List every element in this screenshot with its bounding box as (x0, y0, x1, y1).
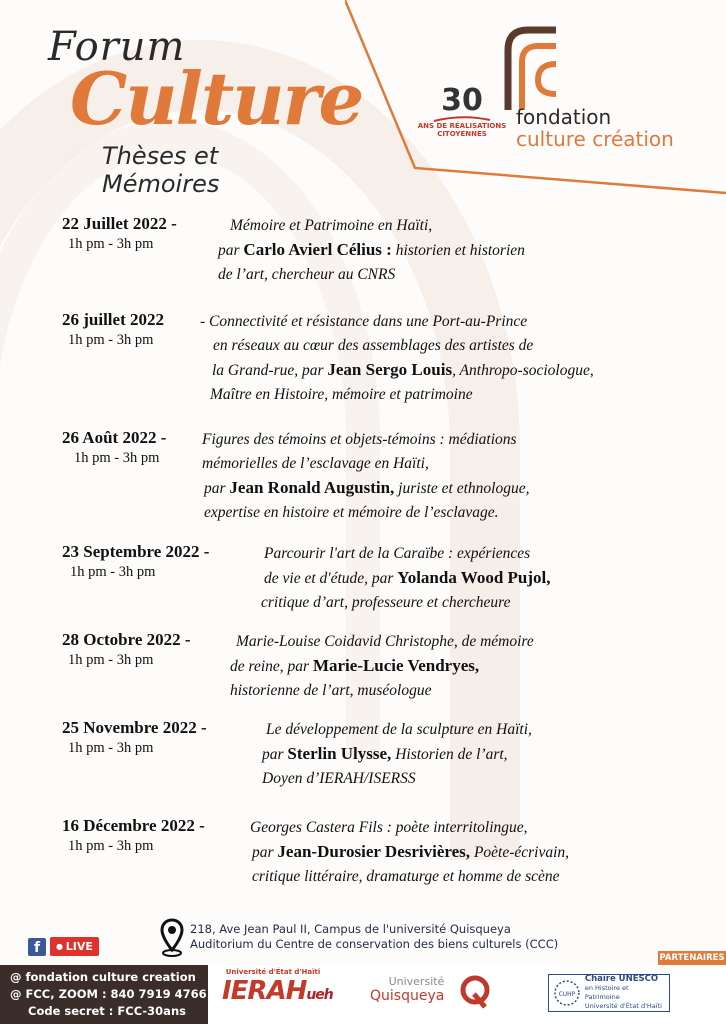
event-line: Mémoire et Patrimoine en Haïti, (230, 217, 433, 234)
event-line: Marie-Louise Coidavid Christophe, de mémoire (236, 633, 534, 650)
forum-word: Forum (48, 24, 186, 70)
contact-line1: @ fondation culture creation (10, 970, 196, 984)
event-line: par Carlo Avierl Célius : historien et historien (218, 240, 525, 259)
event-date: 28 Octobre 2022 - (62, 630, 191, 649)
event-line: par Jean-Durosier Desrivières, Poète-écrivain, (252, 842, 570, 861)
contact-line3: Code secret : FCC-30ans (28, 1004, 186, 1018)
event-description (218, 214, 525, 287)
speaker-name: Carlo Avierl Célius : (243, 240, 392, 259)
unesco-line2: en Histoire et Patrimoine (584, 984, 629, 1001)
speaker-name: Jean Ronald Augustin, (229, 478, 395, 497)
unesco-badge-text: CUHP (558, 990, 576, 998)
event-date: 25 Novembre 2022 - (62, 718, 207, 737)
event-line: - Connectivité et résistance dans une Port-au-Prince (200, 313, 528, 330)
venue-address (190, 922, 558, 952)
contact-line2: @ FCC, ZOOM : 840 7919 4766 (10, 987, 207, 1001)
speaker-name: Sterlin Ulysse, (287, 744, 392, 763)
event-line: mémorielles de l’esclavage en Haïti, (202, 455, 429, 472)
event-time: 1h pm - 3h pm (74, 450, 160, 466)
event-date: 16 Décembre 2022 - (62, 816, 205, 835)
event-time: 1h pm - 3h pm (68, 838, 154, 854)
quisqueya-q-icon (458, 974, 492, 1010)
event-line: de vie et d'étude, par Yolanda Wood Pujol, (264, 568, 551, 587)
event-line: historienne de l’art, muséologue (230, 682, 432, 699)
event-line: Le développement de la sculpture en Haïti, (266, 721, 532, 738)
laurel-icon (553, 979, 581, 1007)
contact-info (0, 965, 208, 1024)
unesco-line1: Chaire UNESCO (584, 974, 659, 984)
event-description (230, 630, 534, 703)
event-description (261, 542, 551, 615)
facebook-icon[interactable]: f (28, 938, 46, 956)
event-date: 22 Juillet 2022 - (62, 214, 177, 233)
event-line: Parcourir l'art de la Caraïbe : expériences (264, 545, 531, 562)
event-time: 1h pm - 3h pm (68, 740, 154, 756)
event-line: par Jean Ronald Augustin, juriste et ethnologue, (204, 478, 530, 497)
forum-title (40, 16, 363, 198)
unesco-text (585, 975, 665, 1011)
speaker-name: Jean Sergo Louis (327, 360, 453, 379)
event-line: Maître en Histoire, mémoire et patrimoine (210, 386, 473, 403)
brand-name (516, 106, 674, 150)
quisqueya-line1: Université (388, 975, 445, 988)
event-line: de reine, par Marie-Lucie Vendryes, (230, 656, 480, 675)
event-line: critique d’art, professeure et chercheure (261, 594, 511, 611)
subtitle: Thèses et Mémoires (102, 142, 220, 198)
event-line: par Sterlin Ulysse, Historien de l’art, (262, 744, 508, 763)
quisqueya-line2: Quisqueya (370, 988, 445, 1004)
anniversary-line2: CITOYENNES (437, 130, 487, 138)
speaker-name: Yolanda Wood Pujol, (397, 568, 551, 587)
partners-label: PARTENAIRES (659, 953, 725, 963)
culture-word: Culture (70, 56, 363, 141)
speaker-name: Jean-Durosier Desrivières, (277, 842, 471, 861)
event-line: critique littéraire, dramaturge et homme de scène (252, 868, 560, 885)
unesco-line3: Université d'État d'Haïti (584, 1002, 662, 1010)
event-time: 1h pm - 3h pm (68, 652, 154, 668)
unesco-chair-logo (548, 974, 670, 1012)
event-description (250, 816, 569, 889)
ierah-university: Université d'État d'Haïti (225, 968, 321, 976)
anniversary-number: 30 (441, 83, 483, 118)
speaker-name: Marie-Lucie Vendryes, (312, 656, 480, 675)
event-line: en réseaux au cœur des assemblages des artistes de (213, 337, 534, 354)
quisqueya-logo (370, 975, 444, 1004)
event-time: 1h pm - 3h pm (68, 236, 154, 252)
live-badge[interactable]: ● LIVE (50, 937, 99, 956)
event-line: Doyen d’IERAH/ISERSS (262, 770, 416, 787)
ierah-logo (222, 968, 333, 1006)
event-line: Georges Castera Fils : poète interritolingue, (250, 819, 528, 836)
event-line: la Grand-rue, par Jean Sergo Louis, Anthropo-sociologue, (212, 360, 594, 379)
event-line: Figures des témoins et objets-témoins : médiations (202, 431, 517, 448)
venue-line2: Auditorium du Centre de conservation des biens culturels (CCC) (190, 937, 559, 951)
event-line: expertise en histoire et mémoire de l’esclavage. (204, 504, 499, 521)
brand-line1: fondation (516, 105, 612, 129)
anniversary-badge (412, 83, 512, 138)
brand-line2: culture création (516, 127, 674, 151)
event-description (262, 718, 532, 791)
event-date: 26 Août 2022 - (62, 428, 167, 447)
event-time: 1h pm - 3h pm (68, 332, 154, 348)
fcc-logo-icon (500, 22, 560, 112)
event-line: de l’art, chercheur au CNRS (218, 266, 396, 283)
event-date: 26 juillet 2022 (62, 310, 164, 329)
ierah-wordmark: IERAHueh (222, 976, 333, 1006)
facebook-live[interactable] (28, 937, 99, 956)
location-pin-icon (160, 918, 184, 958)
event-time: 1h pm - 3h pm (70, 564, 156, 580)
anniversary-line1: ANS DE RÉALISATIONS (417, 122, 507, 130)
event-description (200, 310, 594, 407)
event-description (202, 428, 529, 525)
event-date: 23 Septembre 2022 - (62, 542, 210, 561)
venue-line1: 218, Ave Jean Paul II, Campus de l'université Quisqueya (190, 922, 511, 936)
